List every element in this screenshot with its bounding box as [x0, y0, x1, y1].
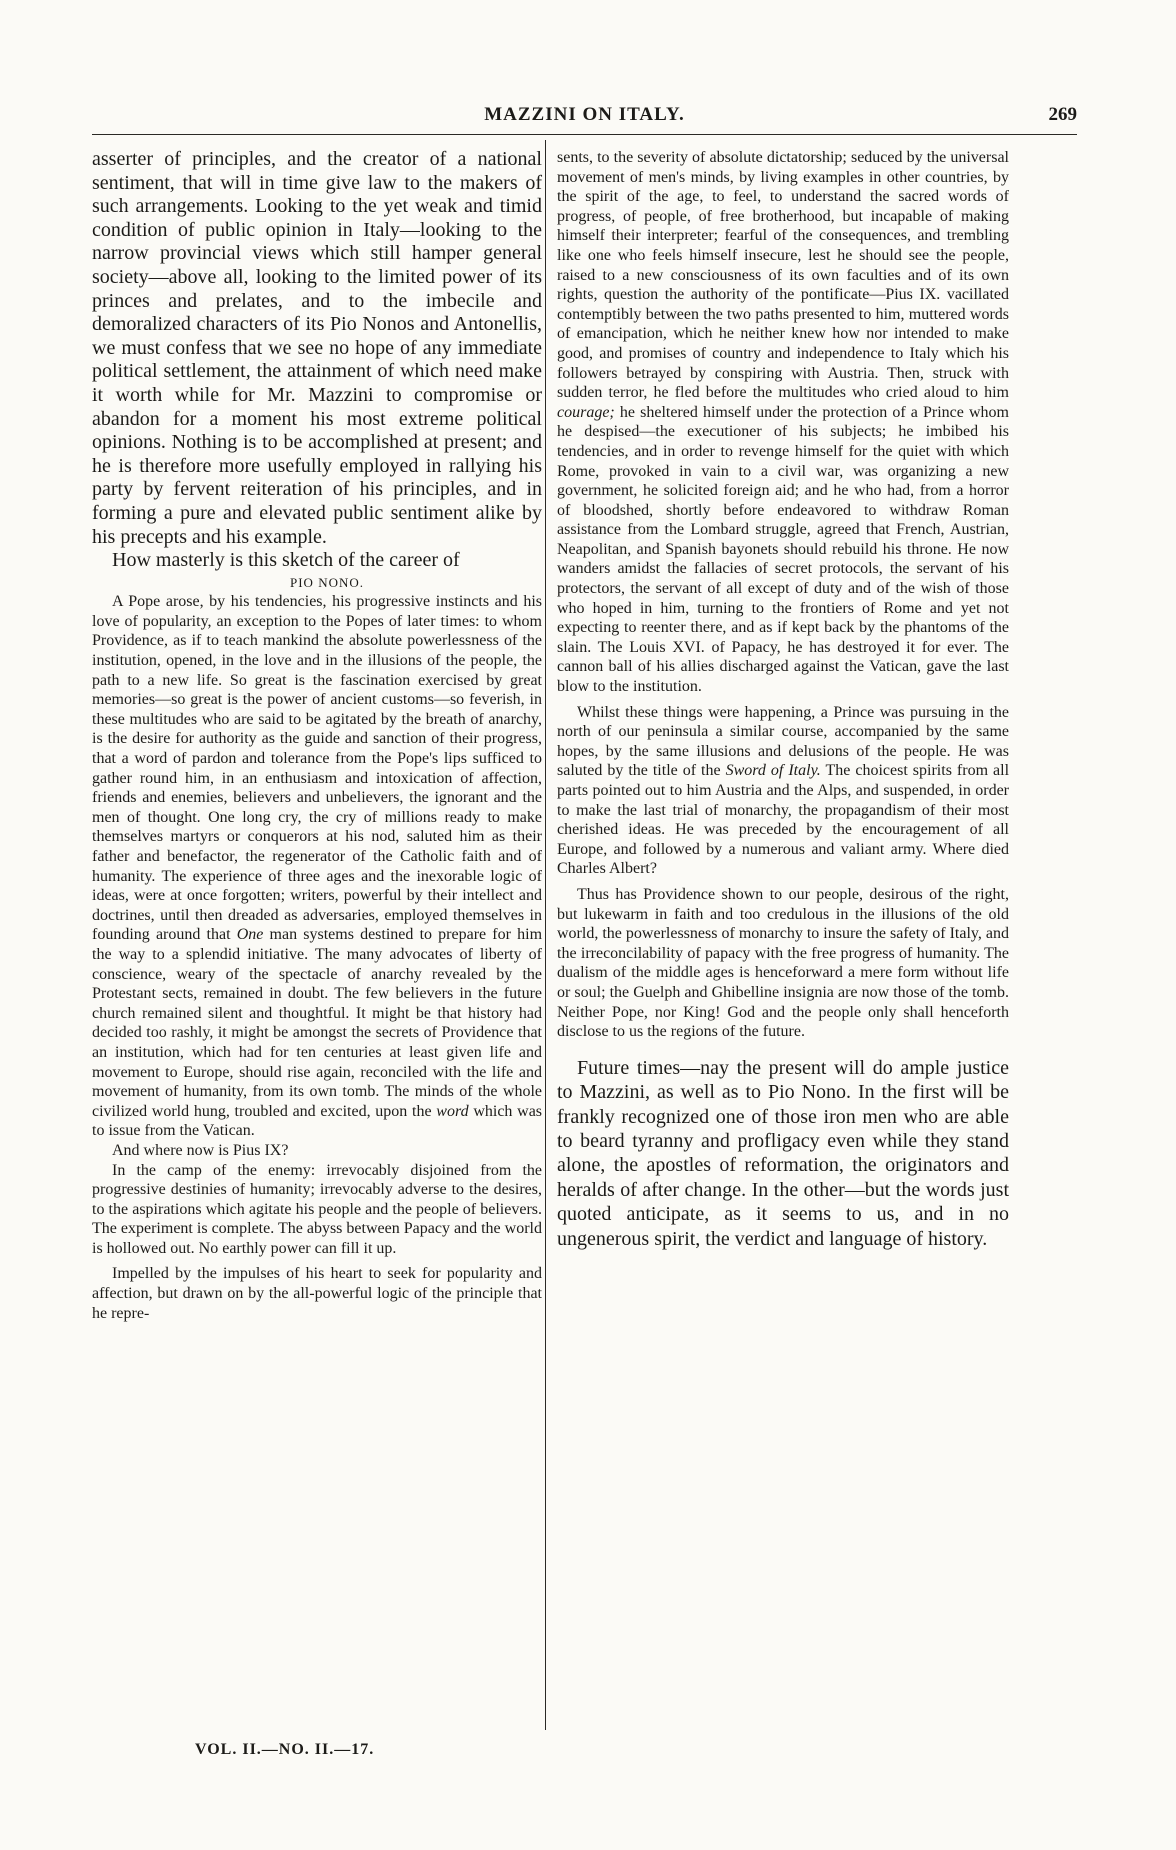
- page-title: MAZZINI ON ITALY.: [484, 104, 685, 125]
- signature-mark: VOL. II.—NO. II.—17.: [195, 1741, 375, 1758]
- paragraph: [92, 592, 542, 1141]
- section-heading: PIO NONO.: [290, 574, 364, 590]
- paragraph: asserter of principles, and the creator of a national sentiment, that will in time give law to the makers of such arrangements. Looking to the yet weak and timid condition of public opinion in Italy—looking to the narrow provincial views which still hamper general society—above all, looking to the limited power of its princes and prelates, and to the imbecile and demoralized characters of its Pio Nonos and Antonellis, we must confess that we see no hope of any immediate political settlement, the attainment of which need make it worth while for Mr. Mazzini to compromise or abandon for a moment his most extreme political opinions. Nothing is to be accomplished at present; and he is therefore more usefully employed in rallying his party by fervent reiteration of his principles, and in forming a pure and elevated public sentiment alike by his precepts and his example.: [92, 148, 542, 548]
- text-run: sents, to the severity of absolute dictatorship; seduced by the universal movement of men's minds, by living examples in other countries, by the spirit of the age, to feel, to understand the sacred words of progress, of people, of free brotherhood, but incapable of making himself their interpreter; fearful of the consequences, and trembling like one who feels himself insecure, lest he should see the people, raised to a new consciousness of its own faculties and of its own rights, question the authority of the pontificate—Pius IX. vacillated contemptibly between the two paths presented to him, muttered words of emancipation, which he neither knew how nor intended to make good, and promises of country and independence to Italy which his followers betrayed by conspiring with Austria. Then, struck with sudden terror, he fled before the multitudes who cried aloud to him: [557, 149, 1009, 402]
- paragraph: Thus has Providence shown to our people, desirous of the right, but lukewarm in faith and too credulous in the illusions of the old world, the powerlessness of monarchy to insure the safety of Italy, and the irreconcilability of papacy with the free progress of humanity. The dualism of the middle ages is henceforward a mere form without life or soul; the Guelph and Ghibelline insignia are now those of the tomb. Neither Pope, nor King! God and the people only shall henceforth disclose to us the regions of the future.: [557, 885, 1009, 1041]
- text-run: man systems destined to prepare for him the way to a splendid initiative. The many advocates of liberty of conscience, weary of the spectacle of anarchy revealed by the Protestant sects, remained in doubt. The few believers in the future church remained silent and thoughtful. It might be that history had decided too rashly, it might be amongst the secrets of Providence that an institution, which had for ten centuries at least given life and movement to Europe, should rise again, reconciled with the life and movement of humanity, from its own tomb. The minds of the whole civilized world hung, troubled and excited, upon the: [92, 926, 543, 1120]
- text-run: Whilst these things were happening, a Prince was pursuing in the north of our peninsula a similar course, accompanied by the same hopes, by the same illusions and delusions of the people. He was saluted by the title of the: [557, 703, 1009, 780]
- text-run: A Pope arose, by his tendencies, his progressive instincts and his love of popularity, an exception to the Popes of later times: to whom Providence, as if to teach mankind the absolute powerlessness of the institution, opened, in the love and in the illusions of the people, the path to a new life. So great is the fascination exercised by great memories—so great is the power of ancient customs—so feverish, in these multitudes who are said to be agitated by the breath of anarchy, is the desire for authority as the guide and sanction of their progress, that a word of pardon and tolerance from the Pope's lips sufficed to gather round him, in an enthusiasm and intoxication of affection, friends and enemies, believers and unbelievers, the ignorant and the men of thought. One long cry, the cry of millions ready to make themselves martyrs or conquerors at his nod, saluted him as their father and benefactor, the regenerator of the Catholic faith and of humanity. The experience of three ages and the inexorable logic of ideas, were at once forgotten; writers, powerful by their intellect and doctrines, until then dreaded as adversaries, employed themselves in founding around that: [92, 593, 542, 944]
- paragraph: How masterly is this sketch of the career of: [112, 549, 460, 572]
- paragraph: [557, 148, 1009, 697]
- left-column: [92, 148, 542, 1323]
- italic-text: One: [236, 926, 264, 944]
- column-divider: [545, 140, 546, 1730]
- paragraph: [557, 703, 1009, 879]
- right-column: [557, 148, 1009, 1251]
- paragraph: And where now is Pius IX?: [112, 1141, 289, 1159]
- text-run: which was to issue from the Vatican.: [92, 1102, 543, 1140]
- page-number: 269: [1048, 104, 1077, 125]
- paragraph: Future times—nay the present will do ample justice to Mazzini, as well as to Pio Nono. In the first will be frankly recognized one of those iron men who are able to beard tyranny and profligacy even while they stand alone, the apostles of reformation, the originators and heralds of after change. In the other—but the words just quoted anticipate, as it seems to us, and in no ungenerous spirit, the verdict and language of history.: [557, 1056, 1009, 1250]
- running-head: [92, 104, 1077, 135]
- text-run: he sheltered himself under the protection of a Prince whom he despised—the executioner of his subjects; he imbibed his tendencies, and in order to revenge himself for the quiet with which Rome, provoked in vain to a civil war, was organizing a new government, he solicited foreign aid; and he who had, from a horror of bloodshed, shortly before endeavored to withdraw Roman assistance from the Lombard struggle, agreed that French, Austrian, Neapolitan, and Spanish bayonets should rebuild his throne. He now wanders amidst the fallacies of secret protocols, the servant of his protectors, the servant of all except of duty and of the wish of those who hoped in him, turning to the frontiers of Rome and yet not expecting to reenter there, and as if kept back by the phantoms of the slain. The Louis XVI. of Papacy, he has destroyed it for ever. The cannon ball of his allies discharged against the Vatican, gave the last blow to the institution.: [557, 403, 1009, 696]
- italic-text: word: [436, 1102, 469, 1120]
- italic-text: courage;: [557, 403, 615, 421]
- paragraph: Impelled by the impulses of his heart to seek for popularity and affection, but drawn on by the all-powerful logic of the principle that he repre-: [92, 1265, 542, 1322]
- paragraph: In the camp of the enemy: irrevocably disjoined from the progressive destinies of humanity; irrevocably adverse to the desires, to the aspirations which agitate his people and the people of believers. The experiment is complete. The abyss between Papacy and the world is hollowed out. No earthly power can fill it up.: [92, 1161, 542, 1257]
- italic-text: Sword of Italy.: [725, 762, 821, 780]
- text-run: The choicest spirits from all parts pointed out to him Austria and the Alps, and suspended, in order to make the last trial of monarchy, the propagandism of their most cherished ideas. He was preceded by the encouragement of all Europe, and followed by a numerous and valiant army. Where died Charles Albert?: [557, 762, 1010, 878]
